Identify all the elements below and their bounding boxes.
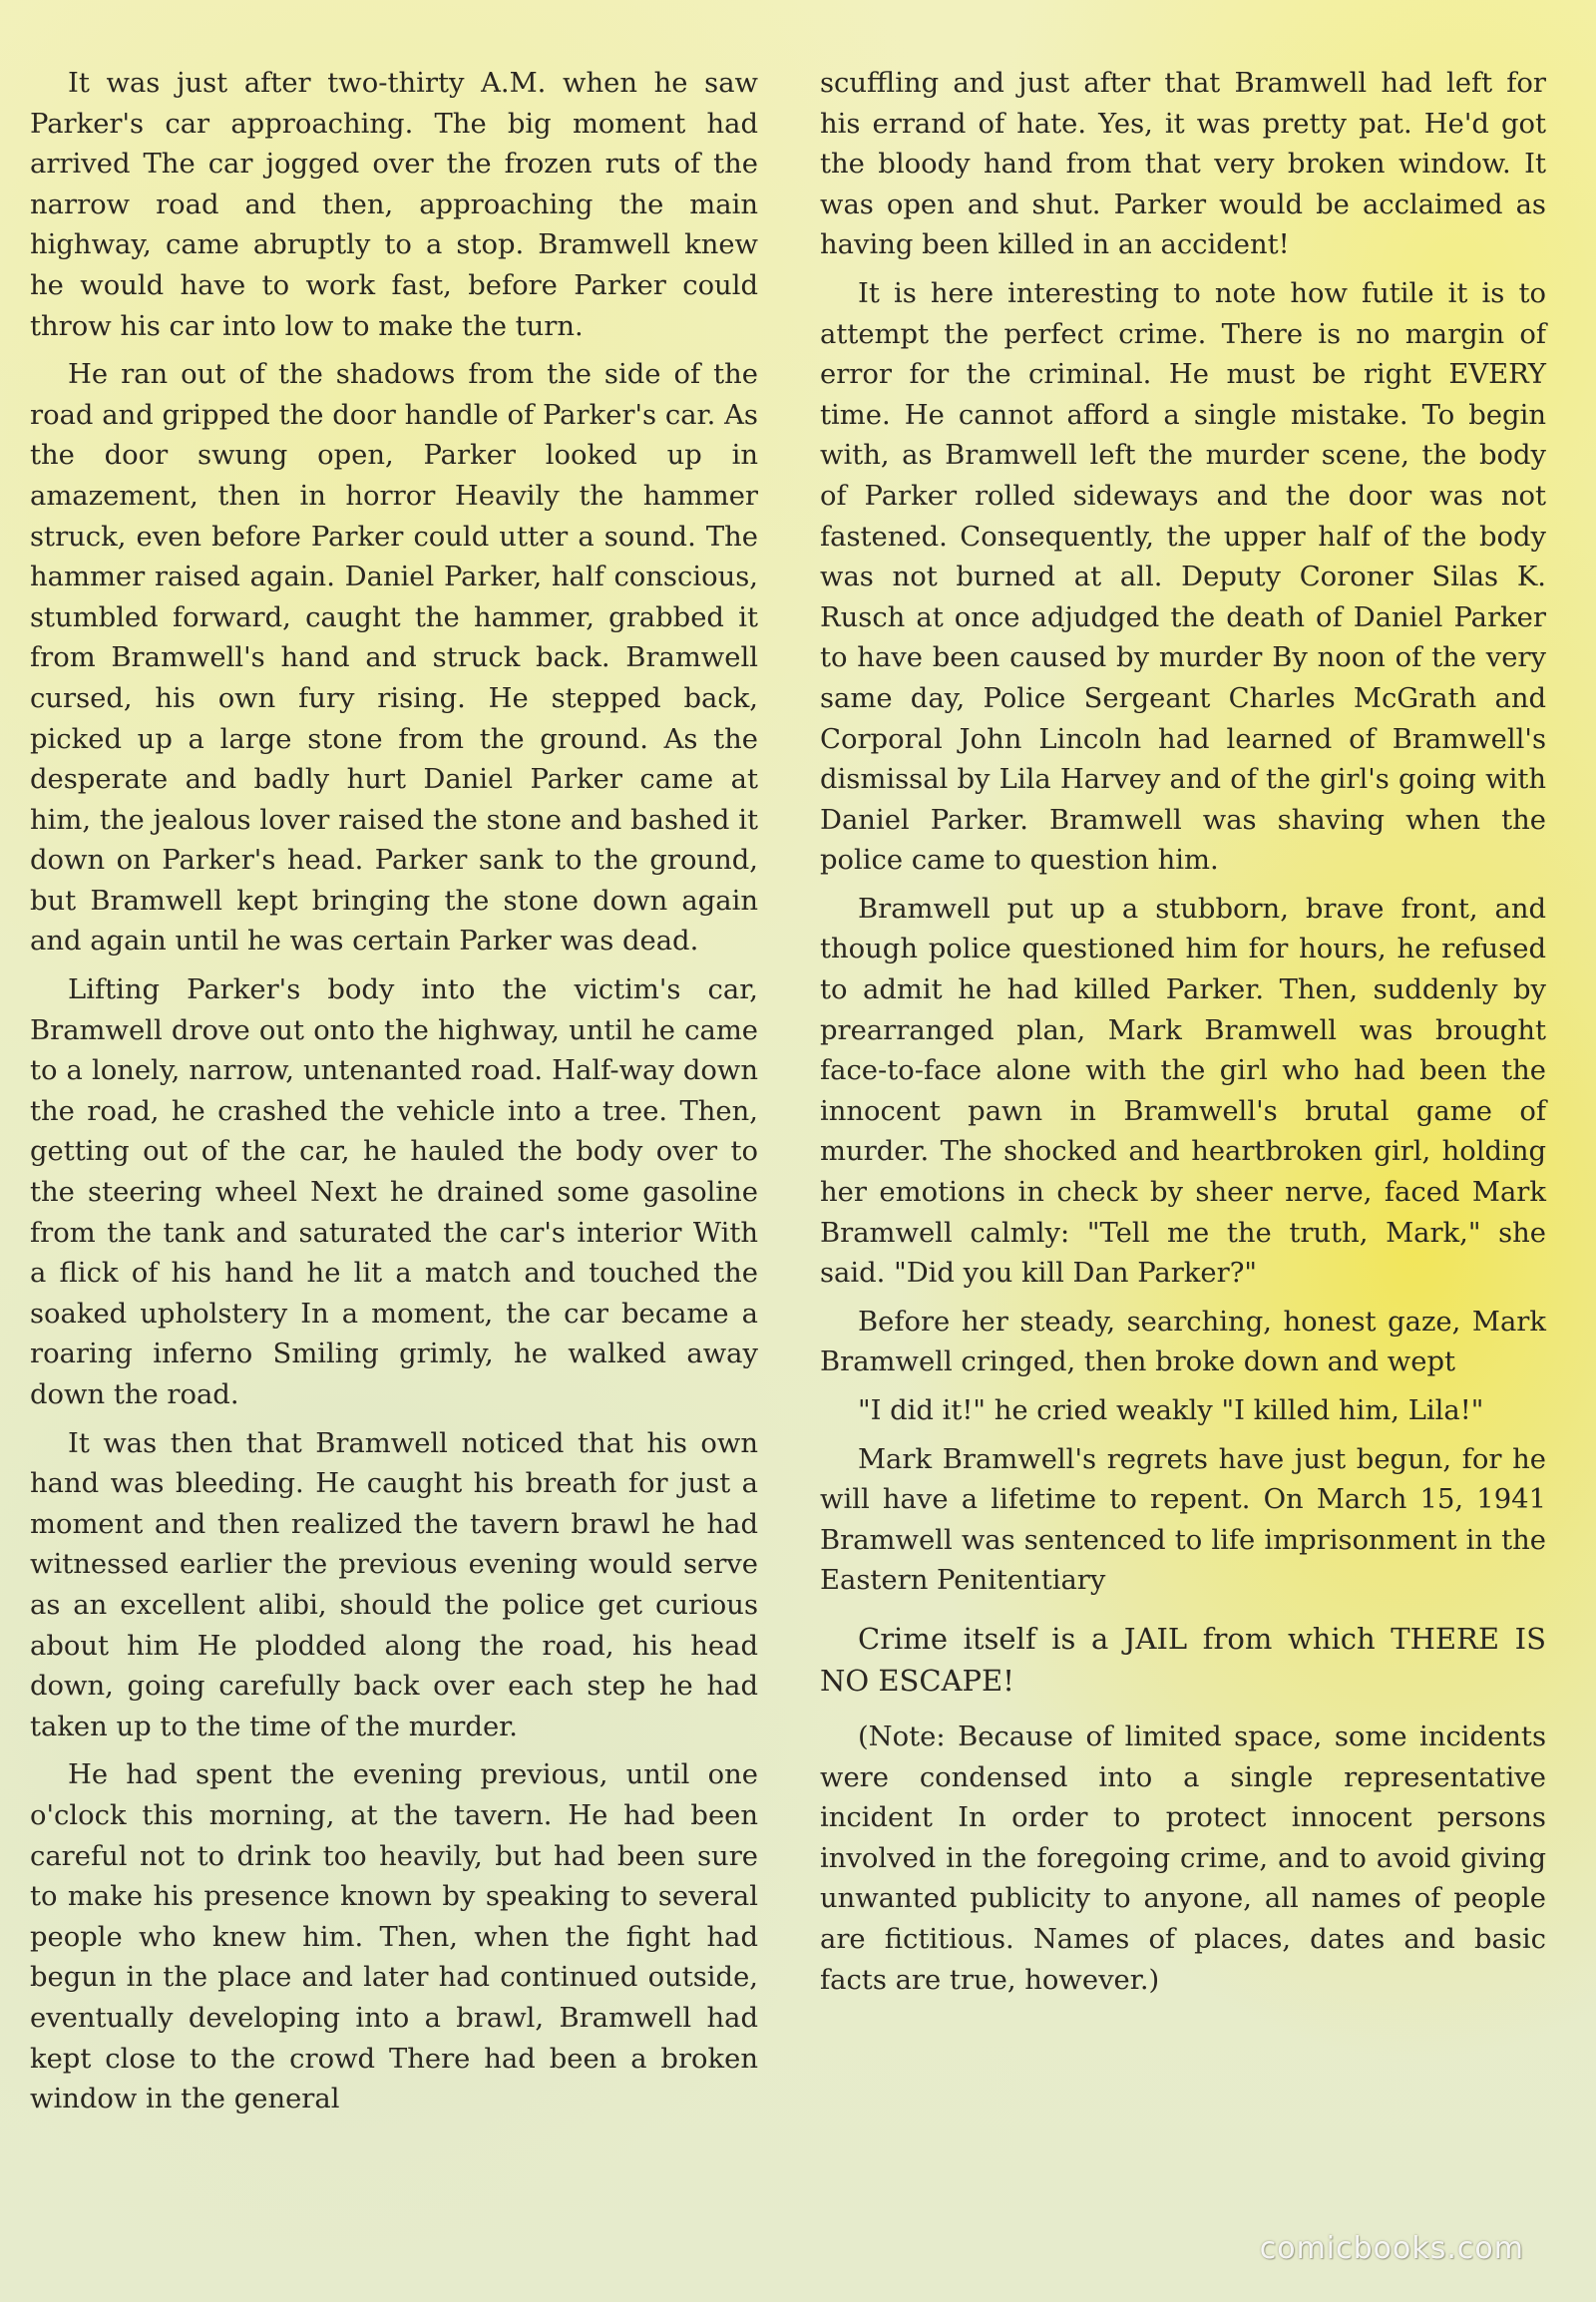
paragraph: "I did it!" he cried weakly "I killed him, Lila!" xyxy=(858,1395,1484,1426)
paragraph: It was just after two-thirty A.M. when he saw Parker's car approaching. The big moment had arrived The car jogged over the frozen ruts of the narrow road and then, approaching the main highway, came abruptly to a stop. Bramwell knew he would have to work fast, before Parker could throw his car into low to make the turn. xyxy=(30,68,758,342)
paragraph-continuation: scuffling and just after that Bramwell had left for his errand of hate. Yes, it was pretty pat. He'd got the bloody hand from that very broken window. It was open and shut. Parker would be acclaimed as having been killed in an accident! xyxy=(820,68,1546,261)
closing-statement: Crime itself is a JAIL from which THERE IS NO ESCAPE! xyxy=(820,1621,1546,1698)
paragraph: Mark Bramwell's regrets have just begun, for he will have a lifetime to repent. On March 15, 1941 Bramwell was sentenced to life imprisonment in the Eastern Penitentiary xyxy=(820,1443,1546,1597)
paragraph: It was then that Bramwell noticed that his own hand was bleeding. He caught his breath for just a moment and then realized the tavern brawl he had witnessed earlier the previous evening would serve as an excellent alibi, should the police get curious about him He plodded along the road, his head down, going carefully back over each step he had taken up to the time of the murder. xyxy=(30,1427,758,1742)
paragraph: Bramwell put up a stubborn, brave front, and though police questioned him for hours, he refused to admit he had killed Parker. Then, suddenly by prearranged plan, Mark Bramwell was brought face-to-face alone with the girl who had been the innocent pawn in Bramwell's brutal game of murder. The shocked and heartbroken girl, holding her emotions in check by sheer nerve, faced Mark Bramwell calmly: "Tell me the truth, Mark," she said. "Did you kill Dan Parker?" xyxy=(820,893,1546,1290)
editor-note: (Note: Because of limited space, some incidents were condensed into a single representative incident In order to protect innocent persons involved in the foregoing crime, and to avoid giving unwanted publicity to anyone, all names of people are fictitious. Names of places, dates and basic facts are true, however.) xyxy=(820,1721,1546,1996)
paragraph: Lifting Parker's body into the victim's car, Bramwell drove out onto the highway, until he came to a lonely, narrow, untenanted road. Half-way down the road, he crashed the vehicle into a tree. Then, getting out of the car, he hauled the body over to the steering wheel Next he drained some gasoline from the tank and saturated the car's interior With a flick of his hand he lit a match and touched the soaked upholstery In a moment, the car became a roaring inferno Smiling grimly, he walked away down the road. xyxy=(30,974,758,1410)
watermark: comicbooks.com xyxy=(1259,2231,1524,2266)
left-column xyxy=(30,64,758,2120)
paragraph: He had spent the evening previous, until one o'clock this morning, at the tavern. He had been careful not to drink too heavily, but had been sure to make his presence known by speaking to several people who knew him. Then, when the fight had begun in the place and later had continued outside, eventually developing into a brawl, Bramwell had kept close to the crowd There had been a broken window in the general xyxy=(30,1759,758,2115)
right-column xyxy=(820,64,1546,2001)
paragraph: He ran out of the shadows from the side of the road and gripped the door handle of Parker's car. As the door swung open, Parker looked up in amazement, then in horror Heavily the hammer struck, even before Parker could utter a sound. The hammer raised again. Daniel Parker, half conscious, stumbled forward, caught the hammer, grabbed it from Bramwell's hand and struck back. Bramwell cursed, his own fury rising. He stepped back, picked up a large stone from the ground. As the desperate and badly hurt Daniel Parker came at him, the jealous lover raised the stone and bashed it down on Parker's head. Parker sank to the ground, but Bramwell kept bringing the stone down again and again until he was certain Parker was dead. xyxy=(30,359,758,958)
paragraph: Before her steady, searching, honest gaze, Mark Bramwell cringed, then broke down and wept xyxy=(820,1306,1546,1378)
paragraph: It is here interesting to note how futile it is to attempt the perfect crime. There is no margin of error for the criminal. He must be right EVERY time. He cannot afford a single mistake. To begin with, as Bramwell left the murder scene, the body of Parker rolled sideways and the door was not fastened. Consequently, the upper half of the body was not burned at all. Deputy Coroner Silas K. Rusch at once adjudged the death of Daniel Parker to have been caused by murder By noon of the very same day, Police Sergeant Charles McGrath and Corporal John Lincoln had learned of Bramwell's dismissal by Lila Harvey and of the girl's going with Daniel Parker. Bramwell was shaving when the police came to question him. xyxy=(820,277,1546,877)
